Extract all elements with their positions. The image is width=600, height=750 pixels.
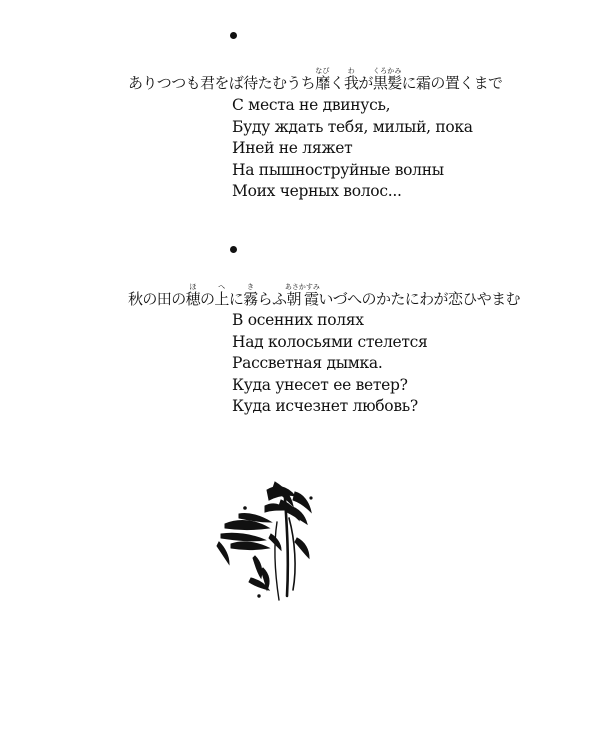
poem-1-jp-seg-4: に霜の置くまで [401,74,503,92]
poem-2-translation [232,310,428,418]
poem-2-line-5: Куда исчезнет любовь? [232,397,418,415]
poem-2-line-1: В осенних полях [232,311,364,329]
poem-2-jp-ruby-7: 朝霞あさかすみ [284,283,320,308]
poem-1-line-5: Моих черных волос... [232,182,402,200]
poem-2-jp-seg-6: らふ [257,290,287,308]
poem-2-jp-seg-0: 秋の田の [128,290,186,308]
bamboo-ink-sketch-icon [215,478,325,608]
poem-2-jp-ruby-3: 上へ [214,283,229,308]
poem-1-japanese [128,67,502,91]
poem-2-japanese [128,283,520,307]
poem-2-jp-seg-4: に [228,290,244,308]
poem-2-jp-ruby-1: 穂ほ [185,283,201,308]
poem-1-bullet [230,32,237,39]
poem-1-translation [232,95,473,203]
poem-2-line-4: Куда унесет ее ветер? [232,375,408,394]
poem-1-line-3: Иней не ляжет [232,139,353,157]
poem-1-jp-seg-0: ありつつも君をば待たむうち [128,74,316,92]
poem-1-line-2: Буду ждать тебя, милый, пока [232,117,473,136]
poem-1-line-4: На пышноструйные волны [232,160,444,179]
poem-2-jp-seg-2: の [200,290,215,308]
poem-2-line-2: Над колосьями стелется [232,332,428,351]
poem-2-line-3: Рассветная дымка. [232,354,383,372]
poem-1-jp-ruby-1: 靡なび [315,67,330,92]
poem-2-jp-seg-8: いづへのかたにわが恋ひやまむ [318,290,520,308]
poem-1-jp-ruby-3: 黒髪くろかみ [372,67,402,92]
poem-2-jp-ruby-5: 霧き [243,283,258,308]
poem-2-bullet [230,246,237,253]
poem-1-line-1: С места не двинусь, [232,96,391,114]
poem-1-jp-seg-2: く我がわ [329,67,373,92]
